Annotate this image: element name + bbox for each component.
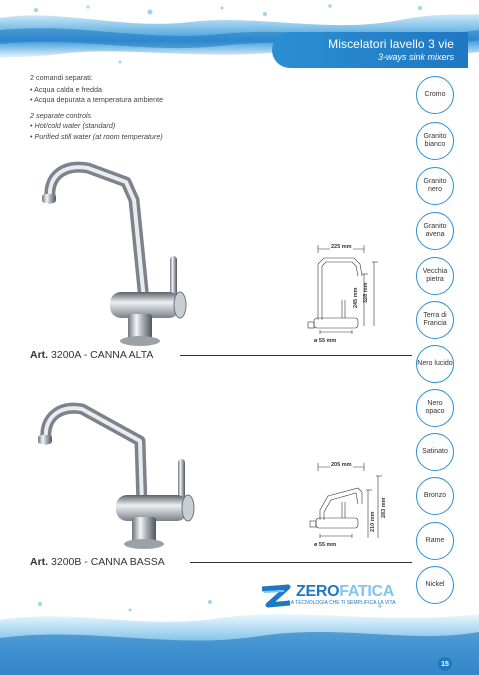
finish-swatch-bronzo[interactable]	[416, 477, 454, 515]
section-title-banner	[272, 32, 468, 68]
finish-label: Bronzo	[423, 492, 447, 499]
section-title-italian: Miscelatori lavello 3 vie	[328, 37, 454, 51]
brand-name-fatica: FATICA	[339, 583, 395, 600]
dimension-height-a1: 245 mm	[353, 287, 359, 308]
specs-italian-heading: 2 comandi separati:	[30, 73, 93, 82]
article-prefix: Art.	[30, 556, 49, 568]
dimension-height-a2: 328 mm	[363, 282, 369, 303]
finish-label: Nickel	[425, 581, 445, 588]
article-label-3200a	[30, 349, 153, 361]
finish-swatch-granito-nero[interactable]	[416, 167, 454, 205]
finish-label: Granito nero	[423, 178, 447, 193]
dimension-diameter-b: ø 55 mm	[314, 542, 337, 548]
water-wave-bottom-decoration	[0, 590, 479, 675]
article-name: 3200A - CANNA ALTA	[48, 349, 154, 361]
article-divider-line	[190, 562, 412, 563]
zerofatica-logo-mark	[258, 583, 294, 611]
specs-italian-item: • Acqua calda e fredda	[30, 84, 103, 94]
specs-italian-item: • Acqua depurata a temperatura ambiente	[30, 95, 164, 104]
finish-swatch-cromo[interactable]	[416, 76, 454, 114]
specs-english-heading: 2 separate controls	[30, 110, 92, 120]
technical-drawing-3200a	[296, 240, 396, 352]
finish-label: Satinato	[422, 448, 448, 455]
product-specs	[30, 73, 163, 142]
specs-english-item: • Purified still water (at room temperature)	[30, 131, 163, 141]
dimension-width-a: 225 mm	[331, 244, 352, 250]
dimension-height-b2: 283 mm	[381, 497, 387, 518]
faucet-3200a-image	[30, 160, 200, 350]
finish-swatch-granito-avena[interactable]	[416, 212, 454, 250]
finish-swatch-satinato[interactable]	[416, 433, 454, 471]
brand-name-zero: ZERO	[296, 583, 340, 600]
finish-swatch-vecchia-pietra[interactable]	[416, 257, 454, 295]
finish-label: Nero lucido	[417, 360, 453, 367]
page-number: 15	[438, 657, 452, 671]
section-title-english: 3-ways sink mixers	[377, 52, 454, 62]
dimension-width-b: 205 mm	[331, 462, 352, 468]
finish-label: Nero opaco	[425, 400, 445, 415]
finish-swatch-nero-lucido[interactable]	[416, 345, 454, 383]
finish-label: Granito bianco	[423, 133, 447, 148]
brand-tagline: LA TECNOLOGIA CHE TI SEMPLIFICA LA VITA	[288, 600, 396, 606]
finish-label: Granito avena	[423, 223, 447, 238]
article-name: 3200B - CANNA BASSA	[48, 556, 165, 568]
article-label-3200b	[30, 556, 165, 568]
finish-swatch-granito-bianco[interactable]	[416, 122, 454, 160]
finish-swatch-terra-di-francia[interactable]	[416, 301, 454, 339]
dimension-height-b1: 210 mm	[370, 511, 376, 532]
article-prefix: Art.	[30, 349, 49, 361]
finish-label: Rame	[425, 537, 445, 544]
finish-swatch-rame[interactable]	[416, 522, 454, 560]
finish-label: Cromo	[424, 91, 446, 98]
specs-english-item: • Hot/cold water (standard)	[30, 121, 116, 130]
finish-label: Vecchia pietra	[422, 268, 448, 283]
article-divider-line	[180, 355, 412, 356]
faucet-3200b-image	[30, 395, 200, 555]
dimension-diameter-a: ø 55 mm	[314, 338, 337, 344]
finish-swatch-nero-opaco[interactable]	[416, 389, 454, 427]
finish-label: Terra di Francia	[423, 312, 447, 327]
